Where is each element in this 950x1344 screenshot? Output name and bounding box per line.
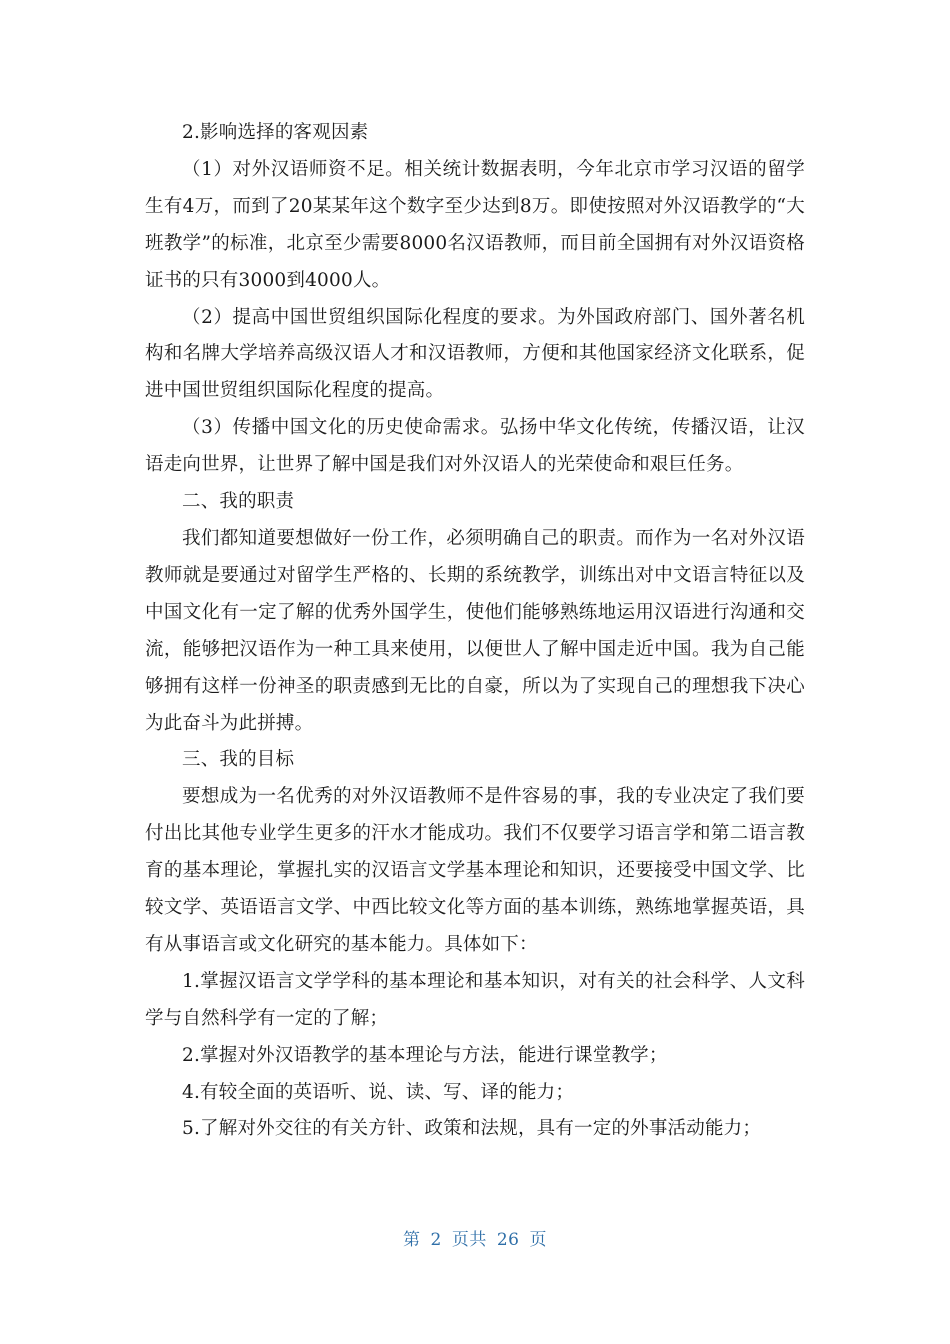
paragraph-my-duties: 我们都知道要想做好一份工作，必须明确自己的职责。而作为一名对外汉语教师就是要通过对留学生严格的、长期的系统教学，训练出对中文语言特征以及中国文化有一定了解的优秀外国学生，使他们能够熟练地运用汉语进行沟通和交流，能够把汉语作为一种工具来使用，以便世人了解中国走近中国。我为自己能够拥有这样一份神圣的职责感到无比的自豪，所以为了实现自己的理想我下决心为此奋斗为此拼搏。 bbox=[145, 527, 805, 734]
footer-of-label: 页共 bbox=[451, 1230, 487, 1250]
goal-item-2: 2.掌握对外汉语教学的基本理论与方法，能进行课堂教学； bbox=[182, 1044, 668, 1066]
footer-page-label: 第 bbox=[403, 1230, 421, 1250]
section-heading-my-goals: 三、我的目标 bbox=[182, 749, 295, 771]
footer-end-label: 页 bbox=[529, 1230, 547, 1250]
subsection-heading-objective-factors: 2.影响选择的客观因素 bbox=[182, 122, 369, 143]
section-heading-my-duties: 二、我的职责 bbox=[182, 491, 295, 513]
goal-item-5: 5.了解对外交往的有关方针、政策和法规，具有一定的外事活动能力； bbox=[182, 1118, 762, 1140]
page-footer bbox=[0, 1225, 950, 1250]
paragraph-teacher-shortage: （1）对外汉语师资不足。相关统计数据表明，今年北京市学习汉语的留学生有4万，而到了20某某年这个数字至少达到8万。即使按照对外汉语教学的“大班教学”的标准，北京至少需要8000名汉语教师，而目前全国拥有对外汉语资格证书的只有3000到4000人。 bbox=[145, 158, 805, 291]
paragraph-my-goals: 要想成为一名优秀的对外汉语教师不是件容易的事，我的专业决定了我们要付出比其他专业学生更多的汗水才能成功。我们不仅要学习语言学和第二语言教育的基本理论，掌握扎实的汉语言文学基本理论和知识，还要接受中国文学、比较文学、英语语言文学、中西比较文化等方面的基本训练，熟练地掌握英语，具有从事语言或文化研究的基本能力。具体如下： bbox=[145, 786, 805, 955]
footer-current-page: 2 bbox=[430, 1230, 442, 1250]
paragraph-wto-internationalization: （2）提高中国世贸组织国际化程度的要求。为外国政府部门、国外著名机构和名牌大学培养高级汉语人才和汉语教师，方便和其他国家经济文化联系，促进中国世贸组织国际化程度的提高。 bbox=[145, 306, 805, 402]
goal-item-4: 4.有较全面的英语听、说、读、写、译的能力； bbox=[182, 1081, 575, 1103]
paragraph-cultural-mission: （3）传播中国文化的历史使命需求。弘扬中华文化传统，传播汉语，让汉语走向世界，让世界了解中国是我们对外汉语人的光荣使命和艰巨任务。 bbox=[145, 417, 805, 476]
document-body bbox=[145, 115, 805, 1148]
goal-item-1: 1.掌握汉语言文学学科的基本理论和基本知识，对有关的社会科学、人文科学与自然科学有一定的了解； bbox=[145, 970, 805, 1029]
footer-total-pages: 26 bbox=[496, 1230, 520, 1250]
